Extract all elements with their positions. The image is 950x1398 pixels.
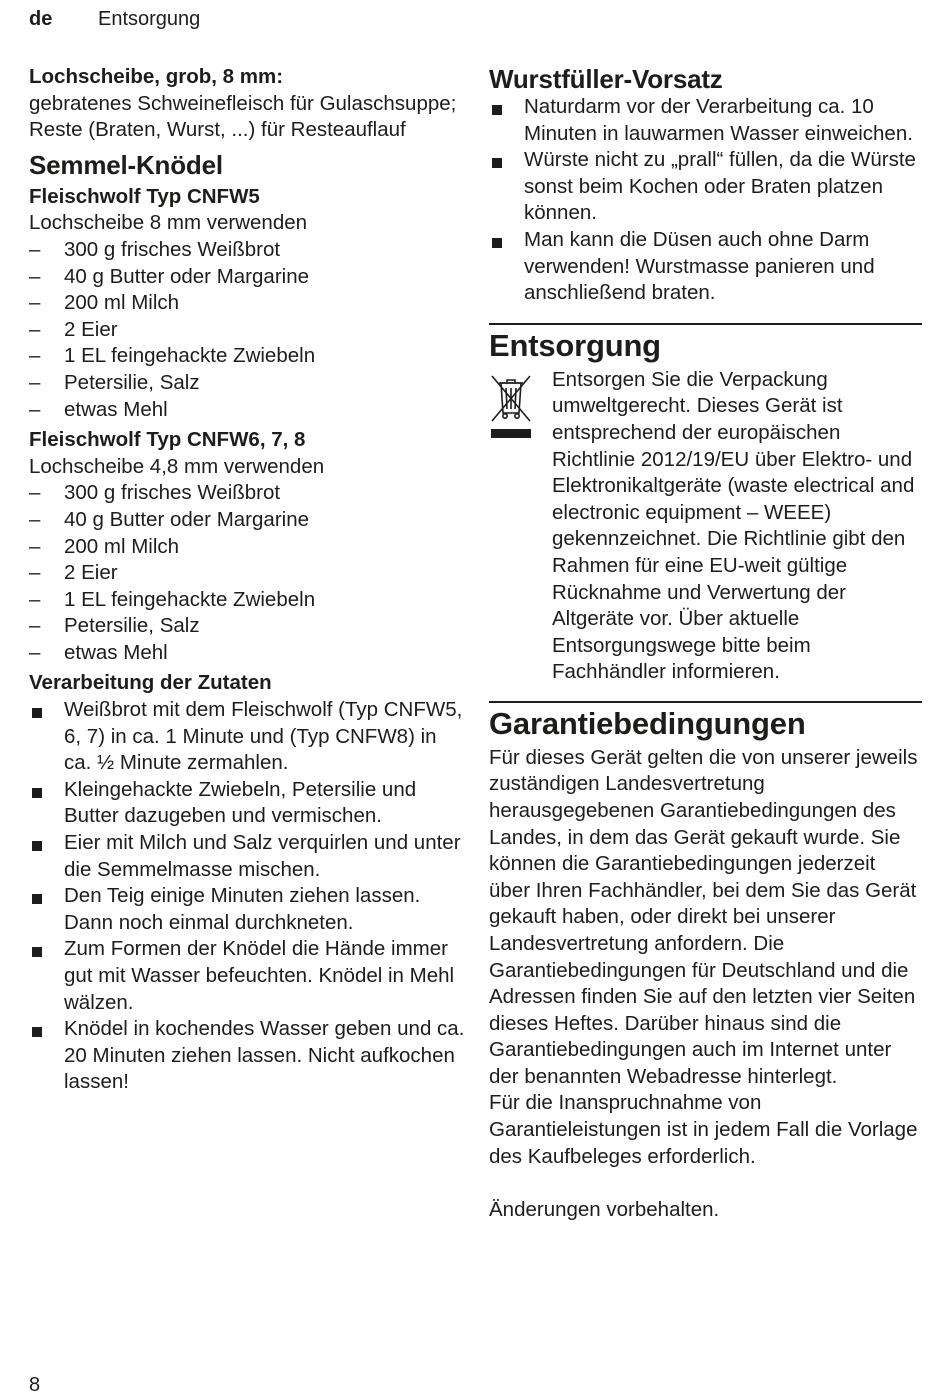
list-item: – etwas Mehl <box>29 640 469 667</box>
garantie-paragraph-1: Für dieses Gerät gelten die von unserer jeweils zuständigen Landesvertretung herausgegebenen Garantiebedingungen des Landes, in dem das Gerät gekauft wurde. Sie können die Garantiebedingungen jederzeit über Ihren Fachhändler, bei dem Sie das Gerät gekauft haben, oder direkt bei unserer Landesvertretung anfordern. Die Garantiebedingungen für Deutschland und die Adressen finden Sie auf den letzten vier Seiten dieses Heftes. Darüber hinaus sind die Garantiebedingungen auch im Internet unter der benannten Webadresse hinterlegt. <box>489 745 918 1088</box>
list-item: Zum Formen der Knödel die Hände immer gut mit Wasser befeuchten. Knödel in Mehl wälzen. <box>29 936 469 1016</box>
list-item: Den Teig einige Minuten ziehen lassen. Dann noch einmal durchkneten. <box>29 883 469 936</box>
typ5-intro: Lochscheibe 8 mm verwenden <box>29 211 308 235</box>
verarbeitung-title: Verarbeitung der Zutaten <box>29 671 272 695</box>
list-item: Knödel in kochendes Wasser geben und ca. 20 Minuten ziehen lassen. Nicht aufkochen lassen! <box>29 1016 469 1096</box>
list-item: – 1 EL feingehackte Zwiebeln <box>29 343 469 370</box>
list-item: Eier mit Milch und Salz verquirlen und unter die Semmelmasse mischen. <box>29 830 469 883</box>
changes-note: Änderungen vorbehalten. <box>489 1197 720 1221</box>
list-item: – 300 g frisches Weißbrot <box>29 237 469 264</box>
list-item: – 40 g Butter oder Margarine <box>29 264 469 291</box>
list-item: – 2 Eier <box>29 560 469 587</box>
right-column <box>489 64 922 1223</box>
wurst-list <box>489 94 922 307</box>
spacer <box>489 1170 922 1197</box>
disposal-block <box>489 367 922 687</box>
typ5-ingredient-list <box>29 237 469 423</box>
list-item: – Petersilie, Salz <box>29 370 469 397</box>
list-item: – 2 Eier <box>29 317 469 344</box>
semmel-heading: Semmel-Knödel <box>29 149 223 180</box>
list-item: – etwas Mehl <box>29 397 469 424</box>
list-item: Naturdarm vor der Verarbeitung ca. 10 Minuten in lauwarmen Wasser einweichen. <box>489 94 922 147</box>
list-item: Kleingehackte Zwiebeln, Petersilie und Butter dazugeben und vermischen. <box>29 777 469 830</box>
list-item: – 40 g Butter oder Margarine <box>29 507 469 534</box>
typ678-ingredient-list <box>29 480 469 666</box>
list-item: – 200 ml Milch <box>29 290 469 317</box>
language-code: de <box>29 8 53 30</box>
entsorgung-text: Entsorgen Sie die Verpackung umweltgerecht. Dieses Gerät ist entsprechend der europäischen Richtlinie 2012/19/EU über Elektro- und Elektronikaltgeräte (waste electrical and electronic equipment – WEEE) gekennzeichnet. Die Richtlinie gibt den Rahmen für eine EU-weit gültige Rücknahme und Verwertung der Altgeräte vor. Über aktuelle Entsorgungswege bitte beim Fachhändler informieren. <box>552 367 915 684</box>
section-title: Entsorgung <box>98 8 201 30</box>
typ678-title: Fleischwolf Typ CNFW6, 7, 8 <box>29 428 306 452</box>
list-item: Weißbrot mit dem Fleischwolf (Typ CNFW5, 6, 7) in ca. 1 Minute und (Typ CNFW8) in ca. ½ Minute zermahlen. <box>29 697 469 777</box>
list-item: – 1 EL feingehackte Zwiebeln <box>29 587 469 614</box>
section-divider <box>489 323 922 325</box>
left-column <box>29 64 469 1096</box>
entsorgung-heading: Entsorgung <box>489 327 661 363</box>
list-item: – Petersilie, Salz <box>29 613 469 640</box>
list-item: Würste nicht zu „prall“ füllen, da die Würste sonst beim Kochen oder Braten platzen können. <box>489 147 922 227</box>
lochscheibe-title: Lochscheibe, grob, 8 mm: <box>29 65 284 88</box>
page-number: 8 <box>29 1374 41 1396</box>
section-divider <box>489 701 922 703</box>
garantie-paragraph-2: Für die Inanspruchnahme von Garantieleistungen ist in jedem Fall die Vorlage des Kaufbeleges erforderlich. <box>489 1091 918 1168</box>
typ5-title: Fleischwolf Typ CNFW5 <box>29 184 260 208</box>
typ678-intro: Lochscheibe 4,8 mm verwenden <box>29 454 325 478</box>
lochscheibe-text: gebratenes Schweinefleisch für Gulaschsuppe; Reste (Braten, Wurst, ...) für Resteauflauf <box>29 91 457 142</box>
list-item: – 200 ml Milch <box>29 534 469 561</box>
page-header <box>29 6 200 32</box>
wurst-heading: Wurstfüller-Vorsatz <box>489 64 723 94</box>
crossed-out-wheelie-bin-icon <box>489 371 533 441</box>
list-item: – 300 g frisches Weißbrot <box>29 480 469 507</box>
garantie-heading: Garantiebedingungen <box>489 705 806 741</box>
list-item: Man kann die Düsen auch ohne Darm verwenden! Wurstmasse panieren und anschließend braten. <box>489 227 922 307</box>
verarbeitung-steps <box>29 697 469 1096</box>
